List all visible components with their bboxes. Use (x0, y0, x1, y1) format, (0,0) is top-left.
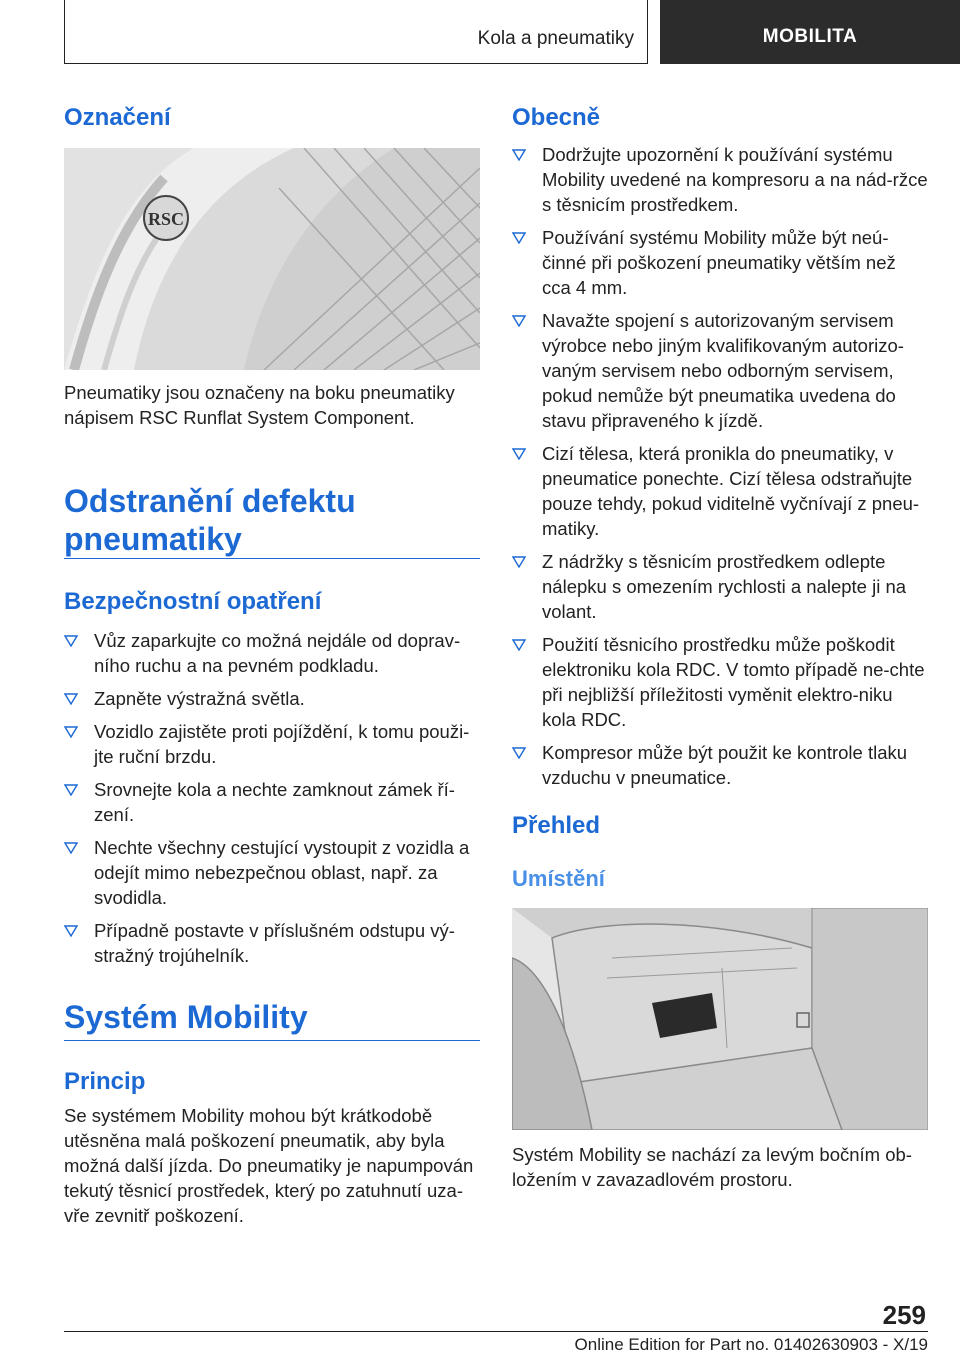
heading-odstraneni-1: Odstranění defektu (64, 483, 356, 519)
umisteni-text: Systém Mobility se nachází za levým bočním ob-ložením v zavazadlovém prostoru. (512, 1144, 912, 1190)
tire-illustration (64, 148, 480, 370)
list-item-text: Kompresor může být použit ke kontrole tlaku vzduchu v pneumatice. (542, 742, 908, 788)
heading-umisteni: Umístění (512, 866, 605, 891)
trunk-location-figure (512, 908, 928, 1130)
divider (64, 1040, 480, 1041)
chapter-tab: MOBILITA (660, 0, 960, 64)
list-item (64, 835, 480, 910)
list-item-text: Z nádržky s těsnicím prostředkem odlepte nálepku s omezením rychlosti a nalepte ji na volant. (542, 551, 907, 622)
list-item-text: Navažte spojení s autorizovaným servisem výrobce nebo jiným kvalifikovaným autorizo-vaným servisem nebo odborným servisem, pokud nemůže být pneumatika uvedena do stavu připraveného k jízdě. (542, 310, 904, 431)
page-number: 259 (882, 1300, 926, 1330)
oznaceni-text: Pneumatiky jsou označeny na boku pneumatiky nápisem RSC Runflat System Component. (64, 382, 455, 428)
trunk-illustration (512, 908, 928, 1130)
svg-text:RSC: RSC (147, 209, 185, 229)
list-item (512, 740, 928, 790)
princip-text: Se systémem Mobility mohou být krátkodobě utěsněna malá poškození pneumatik, aby byla možná další jízda. Do pneumatiky je napumpován tekutý těsnicí prostředek, který po zatuhnutí uza-vře zevnitř poškození. (64, 1105, 474, 1226)
list-item (512, 441, 928, 541)
list-item-text: Použití těsnicího prostředku může poškodit elektroniku kola RDC. V tomto případě ne-chte při nejbližší příležitosti vyměnit elektro-niku kola RDC. (542, 634, 925, 730)
list-item-text: Srovnejte kola a nechte zamknout zámek ří-zení. (94, 779, 455, 825)
list-item (64, 777, 480, 827)
list-item (512, 225, 928, 300)
list-item-text: Nechte všechny cestující vystoupit z vozidla a odejít mimo nebezpečnou oblast, např. za svodidla. (94, 837, 470, 908)
list-item (64, 918, 480, 968)
list-item-text: Dodržujte upozornění k používání systému Mobility uvedené na kompresoru a na nád-ržce s těsnicím prostředkem. (542, 144, 928, 215)
list-item (512, 308, 928, 433)
list-item-text: Používání systému Mobility může být neú-činné při poškození pneumatiky větším než cca 4 mm. (542, 227, 896, 298)
heading-obecne: Obecně (512, 104, 601, 131)
safety-list (64, 628, 480, 976)
section-title: Kola a pneumatiky (477, 28, 634, 49)
footer-rule (64, 1331, 928, 1332)
heading-oznaceni: Označení (64, 104, 171, 131)
list-item-text: Případně postavte v příslušném odstupu vý-stražný trojúhelník. (94, 920, 455, 966)
divider (64, 558, 480, 559)
heading-bezpecnost: Bezpečnostní opatření (64, 588, 322, 615)
list-item-text: Vůz zaparkujte co možná nejdále od doprav-ního ruchu a na pevném podkladu. (94, 630, 461, 676)
heading-odstraneni-2: pneumatiky (64, 521, 242, 557)
list-item (64, 686, 480, 711)
list-item (64, 628, 480, 678)
list-item-text: Zapněte výstražná světla. (94, 688, 305, 709)
tire-sidewall-figure (64, 148, 480, 370)
heading-prehled: Přehled (512, 812, 601, 839)
general-list (512, 142, 928, 798)
heading-princip: Princip (64, 1068, 146, 1095)
list-item (512, 142, 928, 217)
heading-system-mobility: Systém Mobility (64, 999, 308, 1035)
edition-footer: Online Edition for Part no. 01402630903 - X/19 (574, 1335, 928, 1354)
list-item-text: Cizí tělesa, která pronikla do pneumatiky, v pneumatice ponechte. Cizí tělesa odstraňujte pouze tehdy, pokud viditelně vyčnívají z pneu-matiky. (542, 443, 920, 539)
list-item (512, 632, 928, 732)
list-item (64, 719, 480, 769)
list-item (512, 549, 928, 624)
list-item-text: Vozidlo zajistěte proti pojíždění, k tomu použi-jte ruční brzdu. (94, 721, 470, 767)
